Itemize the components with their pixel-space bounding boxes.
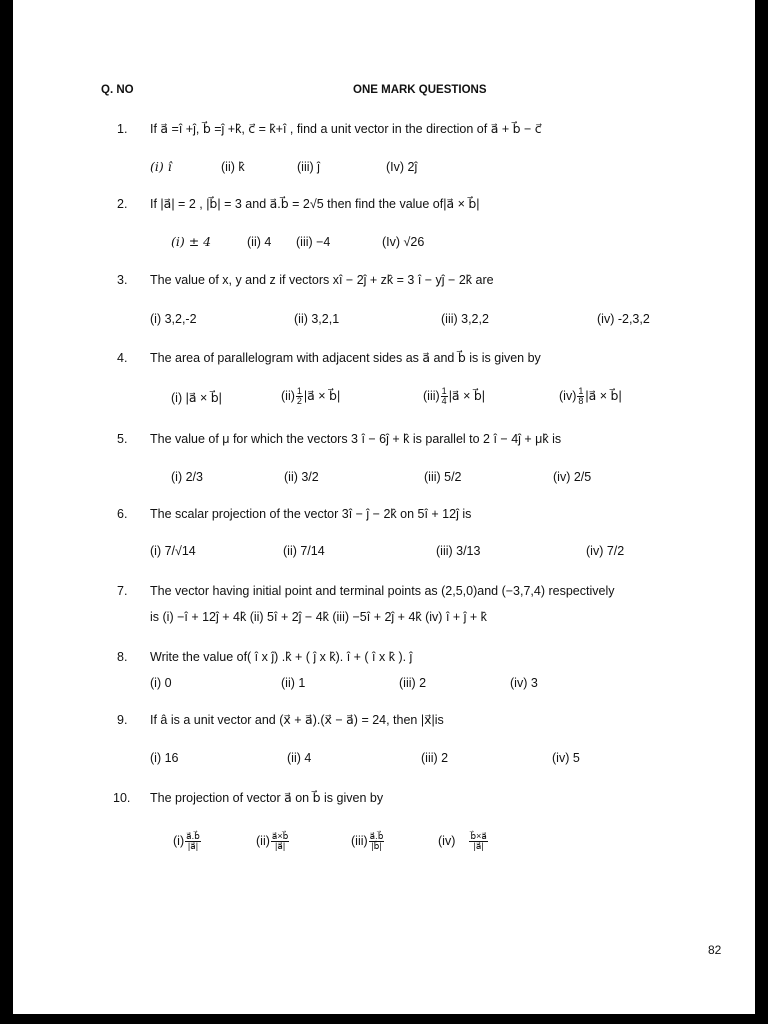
question-text: The scalar projection of the vector 3î − ĵ − 2k̂ on 5î + 12ĵ is xyxy=(150,507,472,521)
question-number: 5. xyxy=(117,432,128,446)
option: (i) î xyxy=(150,159,172,174)
option: (iii) 2 xyxy=(421,751,449,765)
question-number: 6. xyxy=(117,507,128,521)
option: (iii) ĵ xyxy=(297,160,320,174)
option: (Iv) √26 xyxy=(382,235,425,249)
option: (ii) $\frac{a⃗\times b⃗}{|a⃗|}$ xyxy=(256,831,289,851)
option: (ii) 3/2 xyxy=(284,470,319,484)
option: (ii) 4 xyxy=(247,235,272,249)
option: (ii) $\frac{1}{2}$ |a⃗ × b⃗| xyxy=(281,386,341,406)
question-text: If |a⃗| = 2 , |b⃗| = 3 and a⃗.b⃗ = 2√5 then find the value of|a⃗ × b⃗| xyxy=(150,197,480,211)
question-number: 10. xyxy=(113,791,131,805)
question-text: Write the value of( î x ĵ) .k̂ + ( ĵ x k̂). î + ( î x k̂ ). ĵ xyxy=(150,650,413,664)
document-page xyxy=(13,0,755,1014)
option: (i) ± 4 xyxy=(171,234,212,249)
question-number: 4. xyxy=(117,351,128,365)
question-number: 3. xyxy=(117,273,128,287)
question-text: If a⃗ =î +ĵ, b⃗ =ĵ +k̂, c⃗ = k̂+î , find a unit vector in the direction of a⃗ + b⃗ − c⃗ xyxy=(150,122,542,136)
qno-header: Q. NO xyxy=(101,84,134,96)
option: (iv) $\frac{1}{8}$ |a⃗ × b⃗| xyxy=(559,386,622,406)
option: (iv) 5 xyxy=(552,751,580,765)
page-title: ONE MARK QUESTIONS xyxy=(353,84,487,96)
option: (iii) $\frac{a⃗.b⃗}{|b⃗|}$ xyxy=(351,831,384,851)
option: (Iv) 2ĵ xyxy=(386,160,418,174)
option: (iv) $\frac{b⃗\times a⃗}{|a⃗|}$ xyxy=(438,831,487,851)
option: (iii) 3/13 xyxy=(436,544,481,558)
question-number: 8. xyxy=(117,650,128,664)
option: (i) 0 xyxy=(150,676,172,690)
option: (iii) 3,2,2 xyxy=(441,312,489,326)
question-options-line: is (i) −î + 12ĵ + 4k̂ (ii) 5î + 2ĵ − 4k̂ (iii) −5î + 2ĵ + 4k̂ (iv) î + ĵ + k̂ xyxy=(150,610,487,624)
question-text: The area of parallelogram with adjacent sides as a⃗ and b⃗ is is given by xyxy=(150,351,541,365)
option: (i) 2/3 xyxy=(171,470,203,484)
question-text: The value of x, y and z if vectors xî − 2ĵ + zk̂ = 3 î − yĵ − 2k̂ are xyxy=(150,273,494,287)
option: (i) 16 xyxy=(150,751,179,765)
option: (ii) 1 xyxy=(281,676,306,690)
option: (iii) 5/2 xyxy=(424,470,462,484)
question-text: If â is a unit vector and (x⃗ + a⃗).(x⃗ − a⃗) = 24, then |x⃗|is xyxy=(150,713,444,727)
option: (i) 3,2,-2 xyxy=(150,312,197,326)
option: (ii) 4 xyxy=(287,751,312,765)
option: (ii) k̂ xyxy=(221,160,245,174)
question-number: 7. xyxy=(117,584,128,598)
option: (ii) 7/14 xyxy=(283,544,325,558)
question-number: 9. xyxy=(117,713,128,727)
option: (i) $\frac{a⃗.b⃗}{|a⃗|}$ xyxy=(173,831,200,851)
option: (iii) $\frac{1}{4}$ |a⃗ × b⃗| xyxy=(423,386,486,406)
option: (iv) 3 xyxy=(510,676,538,690)
question-text: The projection of vector a⃗ on b⃗ is given by xyxy=(150,791,384,805)
option: (ii) 3,2,1 xyxy=(294,312,340,326)
option: (iv) -2,3,2 xyxy=(597,312,650,326)
question-text: The vector having initial point and terminal points as (2,5,0)and (−3,7,4) respectively xyxy=(150,584,615,598)
option: (iii) −4 xyxy=(296,235,331,249)
option: (iii) 2 xyxy=(399,676,427,690)
option: (iv) 2/5 xyxy=(553,470,592,484)
option: (i) |a⃗ × b⃗| xyxy=(171,391,222,405)
question-number: 1. xyxy=(117,122,128,136)
option: (i) 7/√14 xyxy=(150,544,196,558)
page-number: 82 xyxy=(708,943,722,957)
question-number: 2. xyxy=(117,197,128,211)
option: (iv) 7/2 xyxy=(586,544,625,558)
question-text: The value of μ for which the vectors 3 î − 6ĵ + k̂ is parallel to 2 î − 4ĵ + μk̂ is xyxy=(150,432,562,446)
